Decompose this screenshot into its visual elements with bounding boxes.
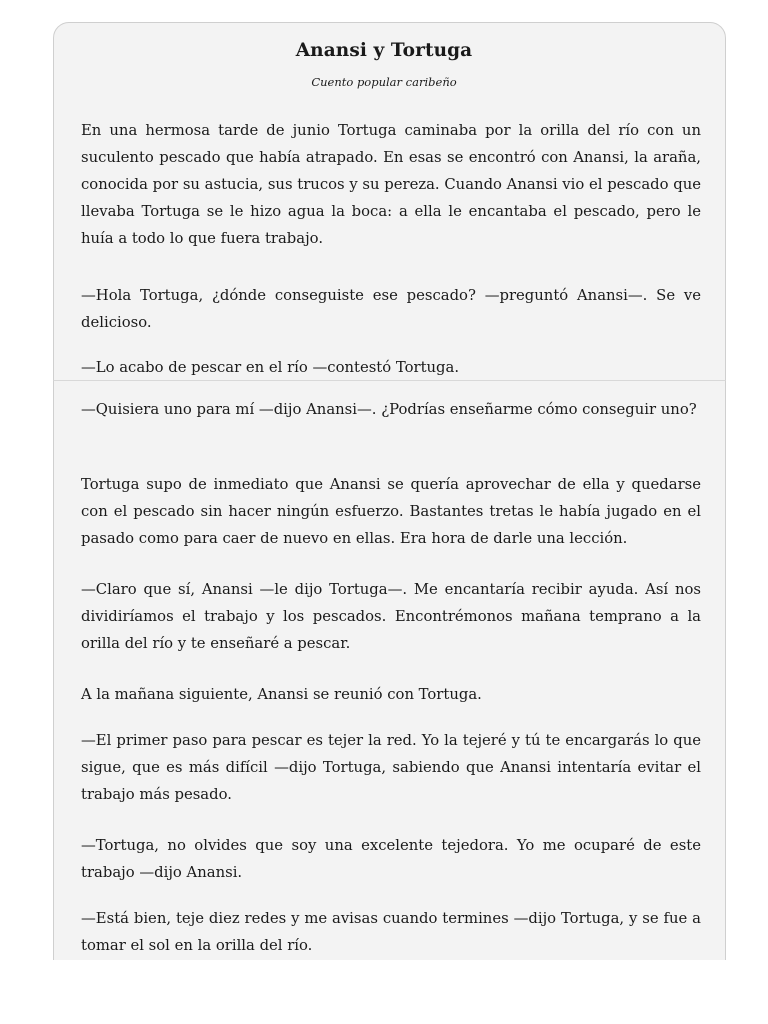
story-subtitle: Cuento popular caribeño xyxy=(311,75,457,89)
story-paragraph: —Está bien, teje diez redes y me avisas cuando termines —dijo Tortuga, y se fue a tomar el sol en la orilla del río. xyxy=(81,910,701,954)
story-title: Anansi y Tortuga xyxy=(295,40,473,61)
story-paragraph: A la mañana siguiente, Anansi se reunió con Tortuga. xyxy=(81,686,482,703)
story-paragraph: —Lo acabo de pescar en el río —contestó Tortuga. xyxy=(81,359,460,376)
story-paragraph: —Quisiera uno para mí —dijo Anansi—. ¿Podrías enseñarme cómo conseguir uno? xyxy=(81,401,697,418)
story-paragraph: En una hermosa tarde de junio Tortuga caminaba por la orilla del río con un suculento pescado que había atrapado. En esas se encontró con Anansi, la araña, conocida por su astucia, sus trucos y su pereza. Cuando Anansi vio el pescado que llevaba Tortuga se le hizo agua la boca: a ella le encantaba el pescado, pero le huía a todo lo que fuera trabajo. xyxy=(81,122,701,247)
story-paragraph: —Hola Tortuga, ¿dónde conseguiste ese pescado? —preguntó Anansi—. Se ve delicioso. xyxy=(81,287,701,331)
story-paragraph: —Claro que sí, Anansi —le dijo Tortuga—. Me encantaría recibir ayuda. Así nos dividiríamos el trabajo y los pescados. Encontrémonos mañana temprano a la orilla del río y te enseñaré a pescar. xyxy=(81,581,701,652)
story-paragraph: —Tortuga, no olvides que soy una excelente tejedora. Yo me ocuparé de este trabajo —dijo Anansi. xyxy=(81,837,701,881)
story-paragraph: Tortuga supo de inmediato que Anansi se quería aprovechar de ella y quedarse con el pescado sin hacer ningún esfuerzo. Bastantes tretas le había jugado en el pasado como para caer de nuevo en ellas. Era hora de darle una lección. xyxy=(81,476,701,547)
story-paragraph: —El primer paso para pescar es tejer la red. Yo la tejeré y tú te encargarás lo que sigue, que es más difícil —dijo Tortuga, sabiendo que Anansi intentaría evitar el trabajo más pesado. xyxy=(81,732,701,803)
